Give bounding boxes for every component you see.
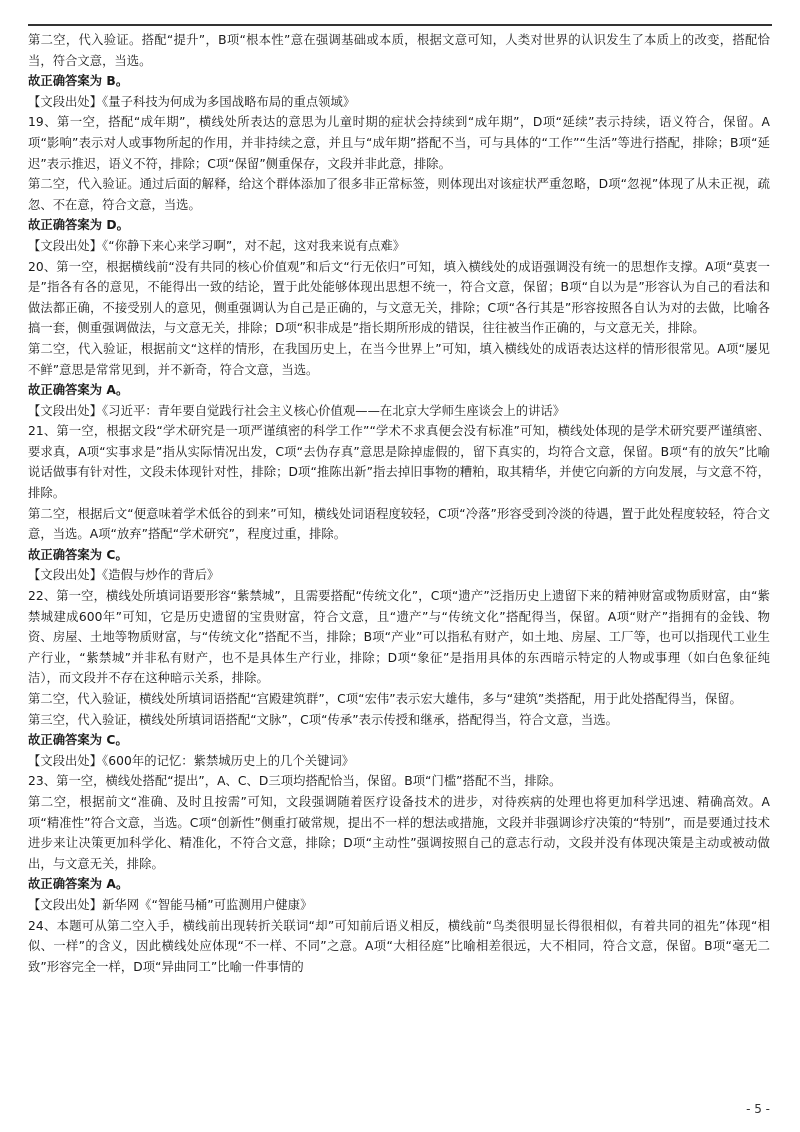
paragraph: 第三空，代入验证，横线处所填词语搭配“文脉”，C项“传承”表示传授和继承，搭配得当，符合文意，当选。: [28, 712, 618, 727]
source-citation: 【文段出处】新华网《“智能马桶”可监测用户健康》: [28, 897, 313, 912]
source-citation: 【文段出处】《600年的记忆：紫禁城历史上的几个关键词》: [28, 753, 355, 768]
paragraph: 第二空，代入验证。搭配“提升”，B项“根本性”意在强调基础或本质，根据文意可知，人类对世界的认识发生了本质上的改变，搭配恰当，符合文意，当选。: [28, 33, 770, 68]
source-citation: 【文段出处】《“你静下来心来学习啊”，对不起，这对我来说有点难》: [28, 238, 406, 253]
answer-line: 故正确答案为 B。: [28, 74, 129, 89]
answer-line: 故正确答案为 A。: [28, 877, 129, 892]
paragraph: 第二空，代入验证。通过后面的解释，给这个群体添加了很多非正常标签，则体现出对该症状严重忽略，D项“忽视”体现了从未正视，疏忽、不在意，符合文意，当选。: [28, 177, 770, 212]
paragraph: 20、第一空，根据横线前“没有共同的核心价值观”和后文“行无依归”可知，填入横线处的成语强调没有统一的思想作支撑。A项“莫衷一是”指各有各的意见，不能得出一致的结论，置于此处能够体现出思想不统一，符合文意，保留；B项“自以为是”形容认为自己的看法和做法都正确，不接受别人的意见，侧重强调认为自己是正确的，与文意无关，排除；C项“各行其是”形容按照各自认为对的去做，比喻各搞一套，侧重强调做法，与文意无关，排除；D项“积非成是”指长期所形成的错误，往往被当作正确的，与文意无关，排除。: [28, 259, 770, 336]
document-body: [28, 30, 770, 977]
paragraph: 22、第一空，横线处所填词语要形容“紫禁城”，且需要搭配“传统文化”，C项“遗产”泛指历史上遗留下来的精神财富或物质财富，由“紫禁城建成600年”可知，它是历史遗留的宝贵财富，符合文意，且“遗产”与“传统文化”搭配得当，保留。A项“财产”指拥有的金钱、物资、房屋、土地等物质财富，与“传统文化”搭配不当，排除；B项“产业”可以指私有财产，如土地、房屋、工厂等，也可以指现代工业生产行业，“紫禁城”并非私有财产，也不是具体生产行业，排除；D项“象征”是指用具体的东西暗示特定的人物或事理（如白色象征纯洁），而文段并不存在这种暗示关系，排除。: [28, 589, 770, 686]
answer-line: 故正确答案为 D。: [28, 218, 130, 233]
source-citation: 【文段出处】《量子科技为何成为多国战略布局的重点领域》: [28, 94, 356, 109]
answer-line: 故正确答案为 C。: [28, 547, 128, 562]
answer-line: 故正确答案为 A。: [28, 383, 129, 398]
paragraph: 24、本题可从第二空入手，横线前出现转折关联词“却”可知前后语义相反，横线前“鸟类很明显长得很相似，有着共同的祖先”体现“相似、一样”的含义，因此横线处应体现“不一样、不同”之意。A项“大相径庭”比喻相差很远，大不相同，符合文意，保留。B项“毫无二致”形容完全一样，D项“异曲同工”比喻一件事情的: [28, 918, 770, 974]
paragraph: 19、第一空，搭配“成年期”，横线处所表达的意思为儿童时期的症状会持续到“成年期”，D项“延续”表示持续，语义符合，保留。A项“影响”表示对人或事物所起的作用，并非持续之意，并且与“成年期”搭配不当，可与具体的“工作”“生活”等进行搭配，排除；B项“延迟”表示推迟，语义不符，排除；C项“保留”侧重保存，文段并非此意，排除。: [28, 115, 770, 171]
paragraph: 第二空，代入验证，根据前文“这样的情形，在我国历史上，在当今世界上”可知，填入横线处的成语表达这样的情形很常见。A项“屡见不鲜”意思是常常见到，并不新奇，符合文意，当选。: [28, 341, 770, 377]
paragraph: 第二空，代入验证，横线处所填词语搭配“宫殿建筑群”，C项“宏伟”表示宏大雄伟，多与“建筑”类搭配，用于此处搭配得当，保留。: [28, 692, 742, 706]
paragraph: 23、第一空，横线处搭配“提出”，A、C、D三项均搭配恰当，保留。B项“门槛”搭配不当，排除。: [28, 774, 562, 789]
paragraph: 第二空，根据前文“准确、及时且按需”可知，文段强调随着医疗设备技术的进步，对待疾病的处理也将更加科学迅速、精确高效。A项“精准性”符合文意，当选。C项“创新性”侧重打破常规，提出不一样的想法或措施，文段并非强调诊疗决策的“特别”，而是要通过技术进步来让决策更加科学化、精准化，不符合文意，排除；D项“主动性”强调按照自己的意志行动，文段并没有体现决策是主动或被动做出，与文意无关，排除。: [28, 794, 770, 871]
page-number: - 5 -: [746, 1102, 770, 1116]
source-citation: 【文段出处】《造假与炒作的背后》: [28, 568, 220, 583]
header-rule: [28, 24, 772, 26]
answer-line: 故正确答案为 C。: [28, 733, 128, 748]
paragraph: 21、第一空，根据文段“学术研究是一项严谨缜密的科学工作”“学术不求真便会没有标准”可知，横线处体现的是学术研究要严谨缜密、要求真，A项“实事求是”指从实际情况出发，C项“去伪存真”意思是除掉虚假的，留下真实的，均符合文意，保留。B项“有的放矢”比喻说话做事有针对性，文段未体现针对性，排除；D项“推陈出新”指去掉旧事物的糟粕，取其精华，并使它向新的方向发展，与文意不符，排除。: [28, 424, 770, 501]
source-citation: 【文段出处】《习近平：青年要自觉践行社会主义核心价值观——在北京大学师生座谈会上的讲话》: [28, 403, 566, 418]
paragraph: 第二空，根据后文“便意味着学术低谷的到来”可知，横线处词语程度较轻，C项“冷落”形容受到冷淡的待遇，置于此处程度较轻，符合文意，当选。A项“放弃”搭配“学术研究”，程度过重，排除。: [28, 506, 770, 542]
